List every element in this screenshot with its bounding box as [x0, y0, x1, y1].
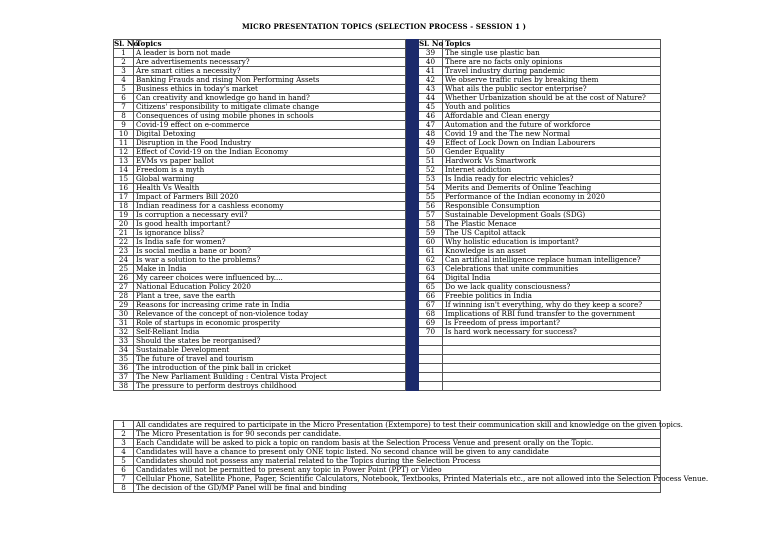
topic-number: 52 [419, 166, 443, 175]
topic-number: 59 [419, 229, 443, 238]
topic-number: 53 [419, 175, 443, 184]
topic-text: Celebrations that unite communities [443, 265, 661, 274]
topic-text: Youth and politics [443, 103, 661, 112]
instruction-number: 4 [114, 448, 134, 457]
topic-text: Is social media a bane or boon? [134, 247, 406, 256]
topic-number: 60 [419, 238, 443, 247]
empty-cell [443, 337, 661, 346]
topic-number: 61 [419, 247, 443, 256]
empty-cell [443, 346, 661, 355]
column-separator [406, 310, 419, 319]
column-separator [406, 103, 419, 112]
topic-text: Covid 19 and the The new Normal [443, 130, 661, 139]
instruction-text: Candidates will have a chance to present only ONE topic listed. No second chance will be given to any candidate [134, 448, 661, 457]
topics-table [113, 39, 661, 391]
topic-text: The New Parliament Building : Central Vista Project [134, 373, 406, 382]
topic-number: 16 [114, 184, 134, 193]
topic-text: Role of startups in economic prosperity [134, 319, 406, 328]
topic-text: Self-Reliant India [134, 328, 406, 337]
topic-number: 4 [114, 76, 134, 85]
topic-number: 17 [114, 193, 134, 202]
topic-text: Automation and the future of workforce [443, 121, 661, 130]
table-row [114, 256, 661, 265]
instruction-text: Candidates will not be permitted to present any topic in Power Point (PPT) or Video [134, 466, 661, 475]
column-separator [406, 292, 419, 301]
topic-text: Covid-19 effect on e-commerce [134, 121, 406, 130]
topic-number: 55 [419, 193, 443, 202]
topic-text: What ails the public sector enterprise? [443, 85, 661, 94]
topic-number: 13 [114, 157, 134, 166]
topic-number: 57 [419, 211, 443, 220]
column-separator [406, 148, 419, 157]
topic-text: The US Capitol attack [443, 229, 661, 238]
topic-text: Indian readiness for a cashless economy [134, 202, 406, 211]
topic-number: 36 [114, 364, 134, 373]
column-separator [406, 139, 419, 148]
topic-text: My career choices were influenced by.... [134, 274, 406, 283]
column-separator [406, 319, 419, 328]
topic-text: Banking Frauds and rising Non Performing Assets [134, 76, 406, 85]
topic-number: 54 [419, 184, 443, 193]
column-separator [406, 220, 419, 229]
column-separator [406, 283, 419, 292]
topic-number: 3 [114, 67, 134, 76]
topic-number: 1 [114, 49, 134, 58]
topic-number: 30 [114, 310, 134, 319]
topic-number: 37 [114, 373, 134, 382]
column-separator [406, 238, 419, 247]
topic-number: 24 [114, 256, 134, 265]
topic-number: 10 [114, 130, 134, 139]
topic-text: Effect of Lock Down on Indian Labourers [443, 139, 661, 148]
topic-text: Effect of Covid-19 on the Indian Economy [134, 148, 406, 157]
column-separator [406, 364, 419, 373]
topic-text: The future of travel and tourism [134, 355, 406, 364]
topic-number: 51 [419, 157, 443, 166]
topic-number: 31 [114, 319, 134, 328]
topic-text: Freebie politics in India [443, 292, 661, 301]
topic-number: 41 [419, 67, 443, 76]
column-separator [406, 157, 419, 166]
header-topics: Topics [443, 40, 661, 49]
topic-number: 25 [114, 265, 134, 274]
topic-number: 26 [114, 274, 134, 283]
topic-number: 64 [419, 274, 443, 283]
topic-number: 62 [419, 256, 443, 265]
instruction-text: Candidates should not possess any material related to the Topics during the Selection Process [134, 457, 661, 466]
topic-number: 69 [419, 319, 443, 328]
column-separator [406, 382, 419, 391]
column-separator [406, 175, 419, 184]
topic-text: Plant a tree, save the earth [134, 292, 406, 301]
topic-number: 70 [419, 328, 443, 337]
topic-number: 32 [114, 328, 134, 337]
instruction-number: 8 [114, 484, 134, 493]
topic-text: Reasons for increasing crime rate in India [134, 301, 406, 310]
topic-number: 38 [114, 382, 134, 391]
column-separator [406, 355, 419, 364]
column-separator [406, 49, 419, 58]
topic-number: 46 [419, 112, 443, 121]
topic-number: 47 [419, 121, 443, 130]
topic-text: If winning isn't everything, why do they keep a score? [443, 301, 661, 310]
topic-number: 45 [419, 103, 443, 112]
instruction-text: The decision of the GD/MP Panel will be final and binding [134, 484, 661, 493]
topic-text: EVMs vs paper ballot [134, 157, 406, 166]
topic-text: Implications of RBI fund transfer to the government [443, 310, 661, 319]
column-separator [406, 85, 419, 94]
topic-text: The pressure to perform destroys childhood [134, 382, 406, 391]
topic-number: 8 [114, 112, 134, 121]
topic-number: 42 [419, 76, 443, 85]
topic-text: Sustainable Development [134, 346, 406, 355]
topic-text: National Education Policy 2020 [134, 283, 406, 292]
topic-number: 11 [114, 139, 134, 148]
topic-text: A leader is born not made [134, 49, 406, 58]
table-row [114, 166, 661, 175]
instruction-text: Each Candidate will be asked to pick a topic on random basis at the Selection Process Venue and present orally on the Topic. [134, 439, 661, 448]
topic-text: Is India safe for women? [134, 238, 406, 247]
topic-text: Knowledge is an asset [443, 247, 661, 256]
topic-number: 28 [114, 292, 134, 301]
topic-text: Is hard work necessary for success? [443, 328, 661, 337]
topic-text: Whether Urbanization should be at the cost of Nature? [443, 94, 661, 103]
topic-number: 2 [114, 58, 134, 67]
instruction-number: 6 [114, 466, 134, 475]
topic-text: Performance of the Indian economy in 2020 [443, 193, 661, 202]
topic-number: 39 [419, 49, 443, 58]
topic-number: 29 [114, 301, 134, 310]
column-separator [406, 40, 419, 49]
topic-text: Is Freedom of press important? [443, 319, 661, 328]
topic-number: 63 [419, 265, 443, 274]
instructions-table [113, 420, 709, 493]
empty-cell [419, 346, 443, 355]
column-separator [406, 328, 419, 337]
topic-text: Travel industry during pandemic [443, 67, 661, 76]
table-row [114, 382, 661, 391]
column-separator [406, 337, 419, 346]
column-separator [406, 130, 419, 139]
topic-number: 27 [114, 283, 134, 292]
topic-number: 50 [419, 148, 443, 157]
topic-text: Make in India [134, 265, 406, 274]
page-title: MICRO PRESENTATION TOPICS (SELECTION PROCESS - SESSION 1 ) [241, 22, 527, 31]
column-separator [406, 166, 419, 175]
topic-number: 40 [419, 58, 443, 67]
empty-cell [443, 355, 661, 364]
column-separator [406, 211, 419, 220]
topic-text: Citizens' responsibility to mitigate climate change [134, 103, 406, 112]
column-separator [406, 247, 419, 256]
topic-number: 22 [114, 238, 134, 247]
instruction-text: The Micro Presentation is for 90 seconds per candidate. [134, 430, 661, 439]
topic-text: We observe traffic rules by breaking them [443, 76, 661, 85]
topic-number: 68 [419, 310, 443, 319]
column-separator [406, 229, 419, 238]
instruction-number: 1 [114, 421, 134, 430]
empty-cell [443, 364, 661, 373]
topic-text: Should the states be reorganised? [134, 337, 406, 346]
topic-text: Is corruption a necessary evil? [134, 211, 406, 220]
topic-number: 21 [114, 229, 134, 238]
topic-text: The introduction of the pink ball in cricket [134, 364, 406, 373]
header-sl-no: Sl. No [114, 39, 139, 48]
empty-cell [419, 337, 443, 346]
topic-text: Relevance of the concept of non-violence today [134, 310, 406, 319]
topic-text: The single use plastic ban [443, 49, 661, 58]
empty-cell [443, 373, 661, 382]
column-separator [406, 265, 419, 274]
column-separator [406, 112, 419, 121]
topic-number: 66 [419, 292, 443, 301]
topic-text: Is ignorance bliss? [134, 229, 406, 238]
topic-text: Impact of Farmers Bill 2020 [134, 193, 406, 202]
empty-cell [419, 355, 443, 364]
instruction-number: 7 [114, 475, 134, 484]
topic-text: Global warming [134, 175, 406, 184]
topic-text: Can creativity and knowledge go hand in hand? [134, 94, 406, 103]
topic-number: 5 [114, 85, 134, 94]
empty-cell [443, 382, 661, 391]
topic-text: Disruption in the Food Industry [134, 139, 406, 148]
topic-text: Hardwork Vs Smartwork [443, 157, 661, 166]
topic-number: 49 [419, 139, 443, 148]
header-topics: Topics [134, 40, 406, 49]
topic-number: 12 [114, 148, 134, 157]
instruction-text: All candidates are required to participate in the Micro Presentation (Extempore) to test their communication skill and knowledge on the given topics. [134, 421, 661, 430]
topic-text: Are smart cities a necessity? [134, 67, 406, 76]
topic-text: There are no facts only opinions [443, 58, 661, 67]
topic-text: Internet addiction [443, 166, 661, 175]
topic-number: 9 [114, 121, 134, 130]
topic-text: Can artifical intelligence replace human intelligence? [443, 256, 661, 265]
topic-number: 34 [114, 346, 134, 355]
column-separator [406, 193, 419, 202]
topic-text: Freedom is a myth [134, 166, 406, 175]
topic-number: 14 [114, 166, 134, 175]
topic-text: Why holistic education is important? [443, 238, 661, 247]
topic-text: Responsible Consumption [443, 202, 661, 211]
topic-number: 48 [419, 130, 443, 139]
column-separator [406, 184, 419, 193]
topic-text: Business ethics in today's market [134, 85, 406, 94]
topic-number: 35 [114, 355, 134, 364]
column-separator [406, 67, 419, 76]
topic-number: 19 [114, 211, 134, 220]
column-separator [406, 346, 419, 355]
column-separator [406, 202, 419, 211]
topic-text: Is good health important? [134, 220, 406, 229]
instruction-text: Cellular Phone, Satellite Phone, Pager, Scientific Calculators, Notebook, Textbooks, Printed Materials etc., are not allowed into the Selection Process Venue. [134, 475, 661, 484]
column-separator [406, 94, 419, 103]
topic-text: Health Vs Wealth [134, 184, 406, 193]
topic-number: 58 [419, 220, 443, 229]
instruction-number: 2 [114, 430, 134, 439]
column-separator [406, 58, 419, 67]
topic-text: Are advertisements necessary? [134, 58, 406, 67]
instruction-number: 5 [114, 457, 134, 466]
topic-number: 15 [114, 175, 134, 184]
instruction-number: 3 [114, 439, 134, 448]
column-separator [406, 256, 419, 265]
instruction-row [114, 484, 661, 493]
empty-cell [419, 364, 443, 373]
topic-number: 23 [114, 247, 134, 256]
topic-text: The Plastic Menace [443, 220, 661, 229]
topic-text: Affordable and Clean energy [443, 112, 661, 121]
topic-number: 67 [419, 301, 443, 310]
empty-cell [419, 373, 443, 382]
topic-text: Is war a solution to the problems? [134, 256, 406, 265]
topic-text: Consequences of using mobile phones in schools [134, 112, 406, 121]
topic-number: 44 [419, 94, 443, 103]
topic-text: Digital Detoxing [134, 130, 406, 139]
topic-number: 33 [114, 337, 134, 346]
topic-text: Gender Equality [443, 148, 661, 157]
column-separator [406, 76, 419, 85]
topic-number: 7 [114, 103, 134, 112]
topic-number: 20 [114, 220, 134, 229]
topic-number: 43 [419, 85, 443, 94]
header-sl-no: Sl. No [419, 39, 444, 48]
topic-text: Do we lack quality consciousness? [443, 283, 661, 292]
topic-number: 65 [419, 283, 443, 292]
topic-number: 18 [114, 202, 134, 211]
topic-text: Merits and Demerits of Online Teaching [443, 184, 661, 193]
column-separator [406, 301, 419, 310]
column-separator [406, 121, 419, 130]
topic-number: 56 [419, 202, 443, 211]
column-separator [406, 373, 419, 382]
topic-number: 6 [114, 94, 134, 103]
topic-text: Digital India [443, 274, 661, 283]
topic-text: Is India ready for electric vehicles? [443, 175, 661, 184]
empty-cell [419, 382, 443, 391]
topic-text: Sustainable Development Goals (SDG) [443, 211, 661, 220]
column-separator [406, 274, 419, 283]
